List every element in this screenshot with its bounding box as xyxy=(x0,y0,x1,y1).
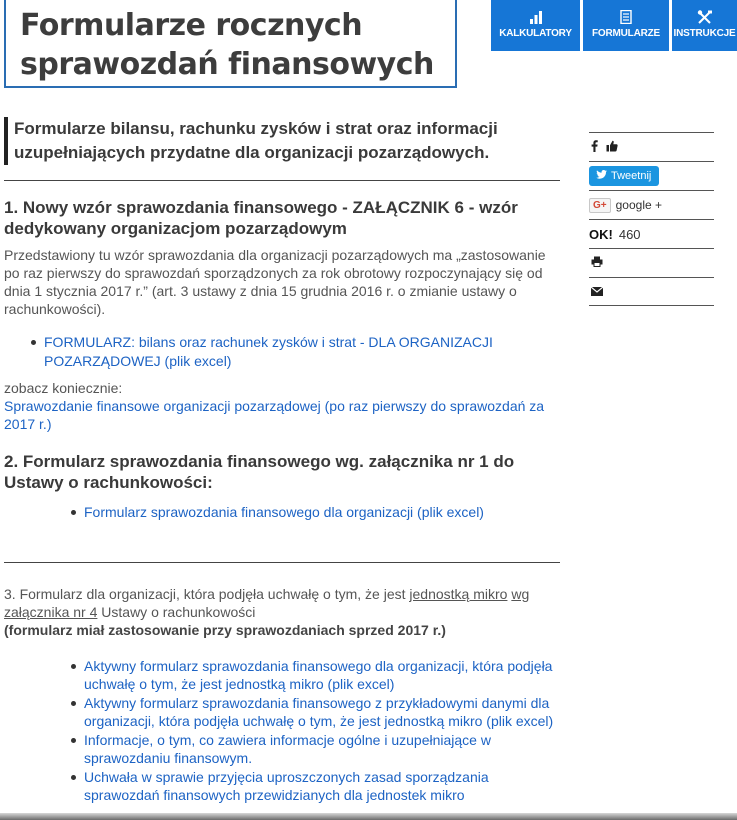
page-title xyxy=(20,6,441,84)
window-bottom-edge xyxy=(0,813,737,820)
envelope-icon[interactable] xyxy=(591,285,603,299)
print-row xyxy=(589,248,714,277)
nav-label-formularze: FORMULARZE xyxy=(592,28,660,39)
section1-body: Przedstawiony tu wzór sprawozdania dla organizacji pozarządowych ma „zastosowanie po raz pierwszy do sprawozdań sporządzonych za rok obrotowy rozpoczynający się od dnia 1 stycznia 2017 r.” (art. 3 ustawy z dnia 15 grudnia 2016 r. o zmianie ustawy o rachunkowości). xyxy=(4,247,546,317)
see-also-link[interactable]: Sprawozdanie finansowe organizacji pozarządowej (po raz pierwszy do sprawozdań za 2017 r.) xyxy=(4,398,545,432)
email-row xyxy=(589,277,714,306)
list-item[interactable] xyxy=(84,503,560,522)
twitter-row xyxy=(589,161,714,190)
see-also-label: zobacz koniecznie: xyxy=(4,380,123,396)
document-icon xyxy=(583,10,669,24)
page-title-line1: Formularze rocznych xyxy=(20,8,363,43)
nav-button-instrukcje[interactable] xyxy=(672,0,737,51)
zalacznik-nr4-link[interactable]: wg załącznika nr 4 xyxy=(4,585,530,620)
facebook-row xyxy=(589,132,714,161)
share-sidebar xyxy=(589,132,714,306)
printer-icon[interactable] xyxy=(591,256,603,270)
section3-link-1[interactable]: Aktywny formularz sprawozdania finansowego dla organizacji, która podjęła uchwałę o tym, że jest jednostką mikro (plik excel) xyxy=(84,657,553,692)
facebook-icon[interactable] xyxy=(591,140,598,155)
section3-link-list xyxy=(4,657,560,805)
section3-intro-suffix: Ustawy o rachunkowości xyxy=(97,603,256,620)
tools-icon xyxy=(672,10,737,24)
section3-intro xyxy=(4,585,560,621)
page-title-box xyxy=(4,0,457,88)
section2-heading: 2. Formularz sprawozdania finansowego wg. załącznika nr 1 do Ustawy o rachunkowości: xyxy=(4,452,515,492)
twitter-bird-icon xyxy=(596,170,607,182)
nav-button-formularze[interactable] xyxy=(583,0,669,51)
section3-link-4[interactable]: Uchwała w sprawie przyjęcia uproszczonych zasad sporządzania sprawozdań finansowych przewidzianych dla jednostek mikro xyxy=(84,768,489,803)
tweet-label: Tweetnij xyxy=(611,170,652,182)
section3-link-2[interactable]: Aktywny formularz sprawozdania finansowego z przykładowymi danymi dla organizacji, która podjęła uchwałę o tym, że jest jednostką mikro (plik excel) xyxy=(84,694,554,729)
nav-label-instrukcje: INSTRUKCJE xyxy=(673,28,736,39)
main-content xyxy=(4,117,560,805)
lead-paragraph: Formularze bilansu, rachunku zysków i strat oraz informacji uzupełniających przydatne dla organizacji pozarządowych. xyxy=(4,117,560,165)
page-title-line2: sprawozdań finansowych xyxy=(20,47,434,82)
section3-intro-prefix: 3. Formularz dla organizacji, która podjęła uchwałę o tym, że jest xyxy=(4,585,410,602)
google-plus-icon[interactable]: G+ xyxy=(589,198,611,213)
section3-note: (formularz miał zastosowanie przy sprawozdaniach sprzed 2017 r.) xyxy=(4,621,446,638)
section2-form-link[interactable]: Formularz sprawozdania finansowego dla organizacji (plik excel) xyxy=(84,504,484,520)
section1-form-link[interactable]: FORMULARZ: bilans oraz rachunek zysków i strat - DLA ORGANIZACJI POZARZĄDOWEJ (plik excel) xyxy=(44,334,493,369)
nav-button-kalkulatory[interactable] xyxy=(491,0,580,51)
section1-heading: 1. Nowy wzór sprawozdania finansowego - ZAŁĄCZNIK 6 - wzór dedykowany organizacjom pozarządowym xyxy=(4,198,518,238)
section1-link-list xyxy=(4,333,560,370)
bar-chart-icon xyxy=(491,10,580,24)
list-item[interactable] xyxy=(84,657,560,694)
jednostka-mikro-link[interactable]: jednostką mikro xyxy=(409,585,508,602)
ok-label[interactable]: OK! xyxy=(589,226,613,242)
list-item[interactable] xyxy=(84,731,560,768)
list-item[interactable] xyxy=(84,694,560,731)
ok-row[interactable] xyxy=(589,219,714,248)
ok-count: 460 xyxy=(618,226,641,242)
list-item[interactable] xyxy=(84,768,560,805)
section3-link-3[interactable]: Informacje, o tym, co zawiera informacje ogólne i uzupełniające w sprawozdaniu finansowym. xyxy=(84,731,491,766)
section2-link-list xyxy=(4,503,560,522)
nav-label-kalkulatory: KALKULATORY xyxy=(499,28,572,39)
thumbs-up-icon[interactable] xyxy=(606,140,618,155)
gplus-row[interactable] xyxy=(589,190,714,219)
tweet-button[interactable] xyxy=(589,166,659,186)
gplus-label: google + xyxy=(615,198,663,212)
list-item[interactable] xyxy=(44,333,560,370)
